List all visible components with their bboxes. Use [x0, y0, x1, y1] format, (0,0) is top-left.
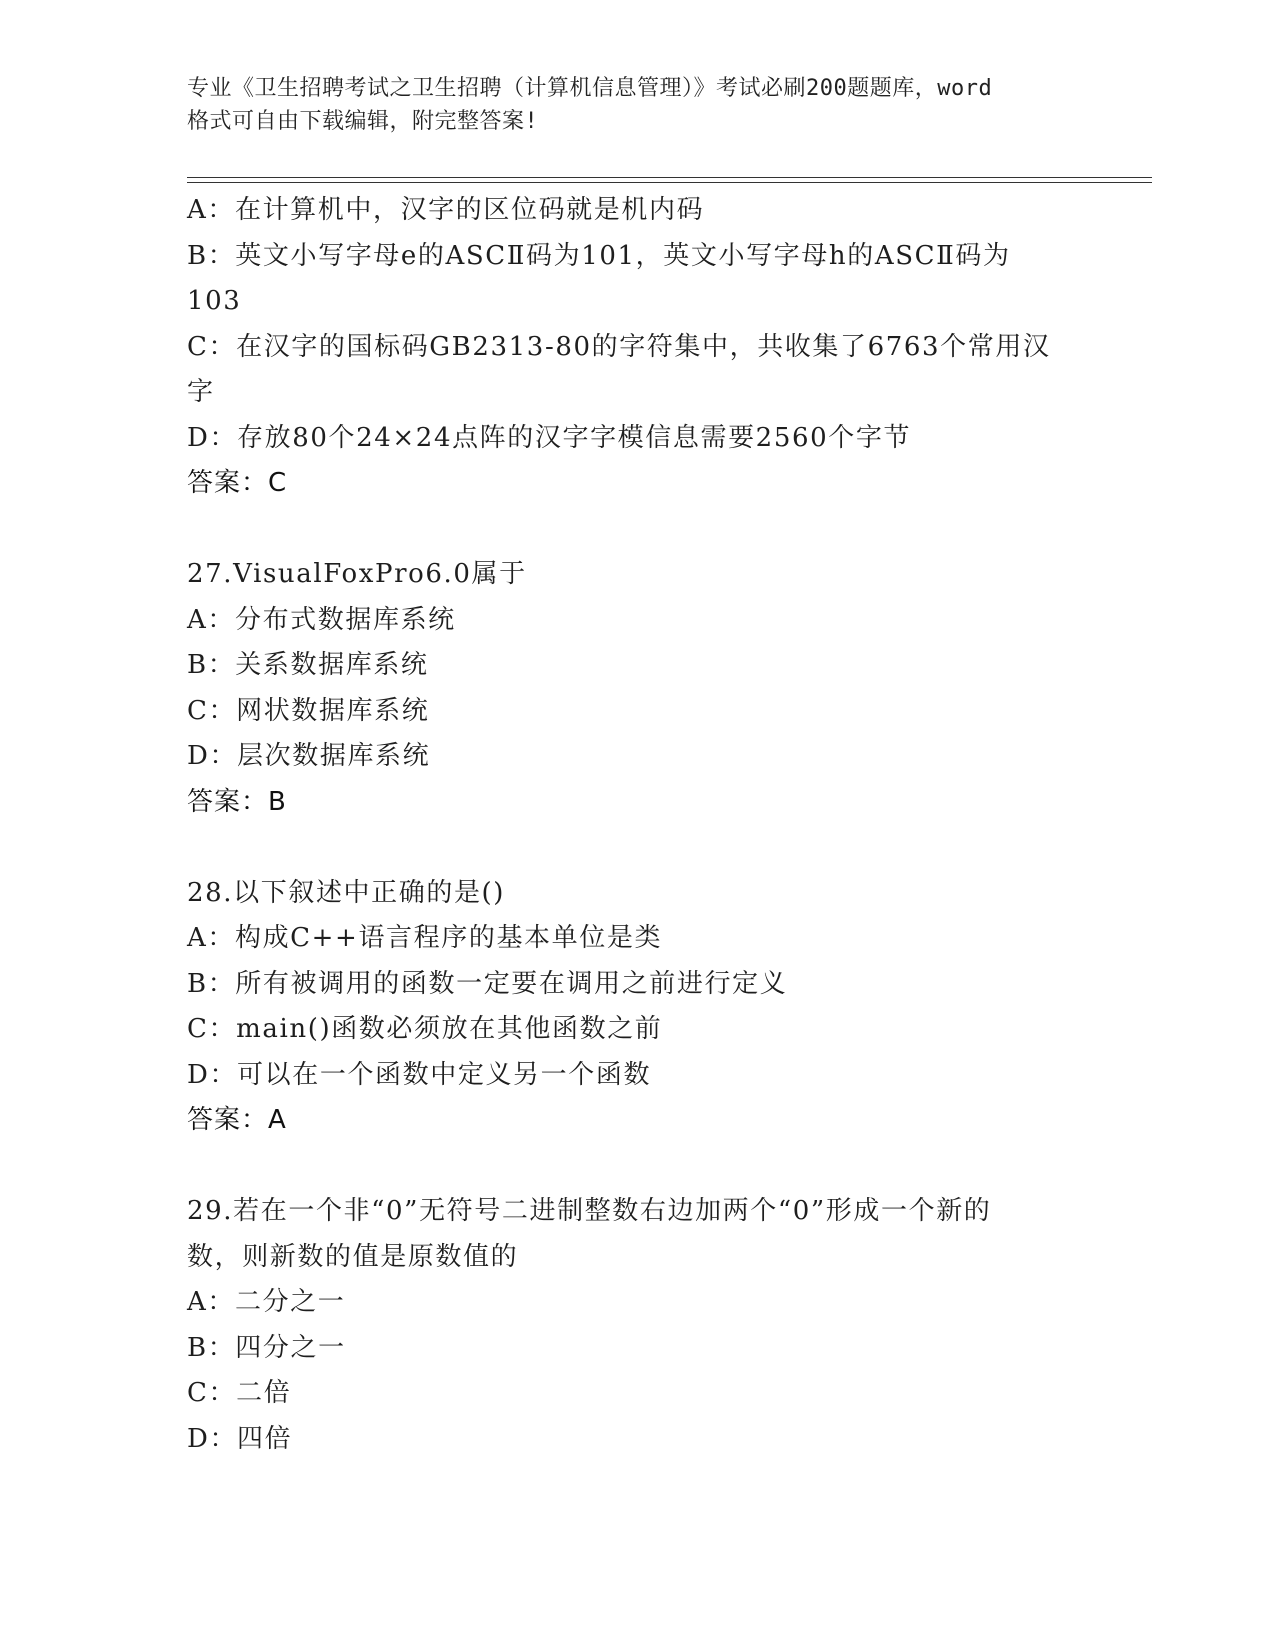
question-text: 29.若在一个非“0”无符号二进制整数右边加两个“0”形成一个新的: [187, 1196, 992, 1226]
option-c: C：main()函数必须放在其他函数之前: [187, 1014, 663, 1044]
option-c: C：在汉字的国标码GB2313-80的字符集中，共收集了6763个常用汉: [187, 331, 1051, 362]
option-c: C：网状数据库系统: [187, 695, 430, 726]
option-b-continued: 103: [187, 286, 242, 316]
document-header: [187, 72, 1087, 138]
answer-label: 答案：C: [187, 468, 288, 498]
option-a: A：在计算机中，汉字的区位码就是机内码: [187, 195, 705, 225]
question-text: 27.VisualFoxPro6.0属于: [187, 559, 527, 589]
option-a: A：二分之一: [187, 1287, 346, 1317]
option-a: A：构成C++语言程序的基本单位是类: [187, 923, 663, 953]
answer-label: 答案：A: [187, 1105, 287, 1135]
question-29: [187, 1189, 1087, 1462]
question-list: [187, 188, 1087, 1462]
header-divider-bottom: [187, 182, 1152, 183]
option-b: B：关系数据库系统: [187, 650, 429, 680]
header-title-line-1: 专业《卫生招聘考试之卫生招聘（计算机信息管理）》考试必刷200题题库，word: [187, 76, 993, 101]
option-c: C：二倍: [187, 1378, 292, 1408]
option-b: B：英文小写字母e的ASCⅡ码为101，英文小写字母h的ASCⅡ码为: [187, 240, 1011, 271]
header-divider-top: [187, 177, 1152, 178]
option-b: B：所有被调用的函数一定要在调用之前进行定义: [187, 968, 788, 999]
question-27: [187, 552, 1087, 825]
option-b: B：四分之一: [187, 1332, 346, 1363]
spacer: [187, 825, 1087, 871]
header-title-line-2: 格式可自由下载编辑，附完整答案!: [187, 109, 539, 134]
spacer: [187, 1144, 1087, 1190]
option-a: A：分布式数据库系统: [187, 604, 456, 635]
option-d: D：四倍: [187, 1423, 293, 1454]
option-c-continued: 字: [187, 377, 215, 407]
question-28: [187, 871, 1087, 1144]
option-d: D：可以在一个函数中定义另一个函数: [187, 1059, 652, 1090]
question-text-continued: 数，则新数的值是原数值的: [187, 1241, 519, 1272]
option-d: D：层次数据库系统: [187, 741, 431, 771]
spacer: [187, 507, 1087, 553]
answer-label: 答案：B: [187, 786, 287, 817]
question-26: [187, 188, 1087, 507]
question-text: 28.以下叙述中正确的是(): [187, 877, 506, 908]
option-d: D：存放80个24×24点阵的汉字字模信息需要2560个字节: [187, 422, 912, 453]
